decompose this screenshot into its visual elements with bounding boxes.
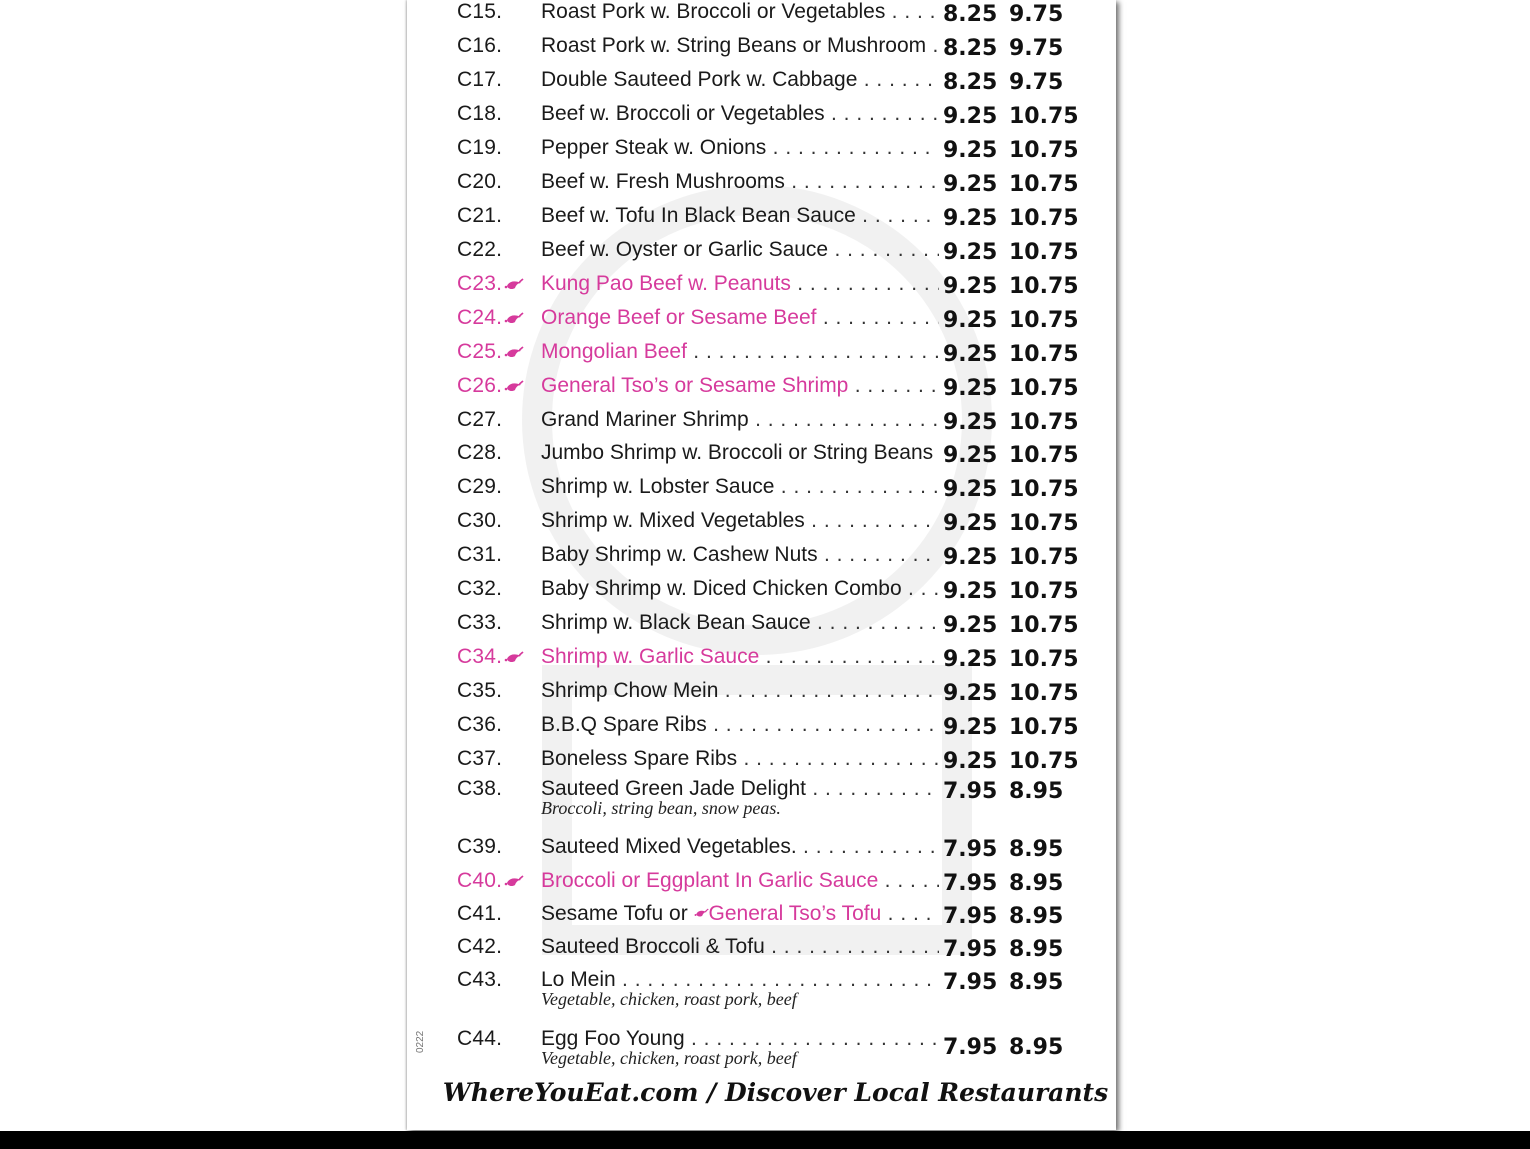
- price-small: 9.25: [943, 308, 998, 333]
- price-large: 8.95: [1009, 937, 1064, 962]
- chili-pepper-icon: [504, 651, 524, 665]
- price-large: 8.95: [1009, 871, 1064, 896]
- price-small: 9.25: [943, 511, 998, 536]
- menu-item: [407, 0, 1116, 34]
- item-code: C44.: [457, 1027, 503, 1050]
- item-code: C16.: [457, 34, 503, 57]
- item-name-text: Beef w. Tofu In Black Bean Sauce: [541, 204, 856, 227]
- item-name-text: Baby Shrimp w. Diced Chicken Combo: [541, 577, 902, 600]
- item-name: [541, 577, 939, 603]
- price-large: 10.75: [1009, 443, 1079, 468]
- item-name: [541, 34, 939, 60]
- chili-pepper-icon: [504, 346, 524, 360]
- item-name: [541, 408, 939, 434]
- item-name-text: Sauteed Mixed Vegetables.: [541, 835, 797, 858]
- price-small: 9.25: [943, 443, 998, 468]
- item-name-text: Egg Foo Young: [541, 1027, 685, 1050]
- menu-item: [407, 102, 1116, 136]
- price-large: 10.75: [1009, 240, 1079, 265]
- price-large: 10.75: [1009, 647, 1079, 672]
- item-name-text: Lo Mein: [541, 968, 616, 991]
- item-name-text: Sesame Tofu or: [541, 902, 688, 925]
- menu-item: [407, 408, 1116, 442]
- item-code: C23.: [457, 272, 503, 295]
- item-description: Broccoli, string bean, snow peas.: [541, 798, 781, 818]
- item-name-text: Sauteed Broccoli & Tofu: [541, 935, 765, 958]
- item-name-spicy-option: General Tso’s Tofu: [708, 902, 882, 925]
- price-large: 8.95: [1009, 837, 1064, 862]
- price-large: 9.75: [1009, 70, 1064, 95]
- price-small: 9.25: [943, 613, 998, 638]
- price-small: 8.25: [943, 36, 998, 61]
- chili-pepper-icon: [504, 380, 524, 394]
- item-code: C39.: [457, 835, 503, 858]
- item-name: [541, 935, 939, 961]
- price-large: 8.95: [1009, 779, 1064, 804]
- item-name: [541, 340, 939, 366]
- price-large: 8.95: [1009, 970, 1064, 995]
- price-large: 10.75: [1009, 308, 1079, 333]
- menu-item: [407, 935, 1116, 969]
- item-name: [541, 68, 939, 94]
- item-name-text: Boneless Spare Ribs: [541, 747, 738, 770]
- item-name: [541, 441, 939, 467]
- price-small: 9.25: [943, 579, 998, 604]
- footer-tagline: WhereYouEat.com / Discover Local Restaurants: [442, 1078, 1109, 1107]
- item-name-text: General Tso’s or Sesame Shrimp: [541, 374, 849, 397]
- item-name-text: Broccoli or Eggplant In Garlic Sauce: [541, 869, 879, 892]
- menu-page: [407, 0, 1116, 1130]
- menu-item: [407, 441, 1116, 475]
- item-code: C29.: [457, 475, 503, 498]
- menu-item: [407, 170, 1116, 204]
- menu-item: [407, 713, 1116, 747]
- price-large: 10.75: [1009, 104, 1079, 129]
- page-code: 0222: [415, 1030, 426, 1053]
- menu-item: [407, 238, 1116, 272]
- price-small: 7.95: [943, 937, 998, 962]
- item-code: C37.: [457, 747, 503, 770]
- item-code: C41.: [457, 902, 503, 925]
- menu-item: [407, 968, 1116, 1009]
- item-name-text: Mongolian Beef: [541, 340, 687, 363]
- menu-item: [407, 475, 1116, 509]
- price-small: 8.25: [943, 2, 998, 27]
- item-code: C18.: [457, 102, 503, 125]
- menu-item: [407, 543, 1116, 577]
- item-name-text: Grand Mariner Shrimp: [541, 408, 749, 431]
- price-small: 7.95: [943, 779, 998, 804]
- item-name: [541, 272, 939, 298]
- item-name-text: Kung Pao Beef w. Peanuts: [541, 272, 791, 295]
- item-name: [541, 170, 939, 196]
- menu-item: [407, 340, 1116, 374]
- item-name: [541, 374, 939, 400]
- menu-item: [407, 34, 1116, 68]
- price-large: 10.75: [1009, 681, 1079, 706]
- item-name-text: Baby Shrimp w. Cashew Nuts: [541, 543, 818, 566]
- item-name: [541, 0, 939, 26]
- item-name-text: Beef w. Fresh Mushrooms: [541, 170, 785, 193]
- item-code: C43.: [457, 968, 503, 991]
- menu-item: [407, 902, 1116, 936]
- price-small: 9.25: [943, 749, 998, 774]
- menu-item: [407, 68, 1116, 102]
- menu-item: [407, 777, 1116, 818]
- price-small: 9.25: [943, 410, 998, 435]
- price-small: 9.25: [943, 477, 998, 502]
- item-name: [541, 679, 939, 705]
- item-name-text: Orange Beef or Sesame Beef: [541, 306, 817, 329]
- item-name: [541, 869, 939, 895]
- menu-item: [407, 679, 1116, 713]
- item-code: C20.: [457, 170, 503, 193]
- item-name-text: Beef w. Broccoli or Vegetables: [541, 102, 825, 125]
- item-name-text: Sauteed Green Jade Delight: [541, 777, 807, 800]
- price-large: 10.75: [1009, 613, 1079, 638]
- menu-item: [407, 1027, 1116, 1068]
- item-name-text: Shrimp w. Mixed Vegetables: [541, 509, 805, 532]
- price-small: 9.25: [943, 240, 998, 265]
- item-name: [541, 543, 939, 569]
- item-name-text: Pepper Steak w. Onions: [541, 136, 767, 159]
- price-large: 10.75: [1009, 579, 1079, 604]
- price-small: 9.25: [943, 715, 998, 740]
- chili-pepper-icon: [504, 312, 524, 326]
- menu-item: [407, 869, 1116, 903]
- item-code: C40.: [457, 869, 503, 892]
- price-small: 9.25: [943, 172, 998, 197]
- item-code: C26.: [457, 374, 503, 397]
- price-small: 7.95: [943, 970, 998, 995]
- menu-item: [407, 835, 1116, 869]
- menu-item: [407, 645, 1116, 679]
- menu-item: [407, 204, 1116, 238]
- menu-item: [407, 577, 1116, 611]
- price-large: 10.75: [1009, 206, 1079, 231]
- chili-pepper-icon: [694, 908, 709, 919]
- price-large: 10.75: [1009, 172, 1079, 197]
- price-large: 9.75: [1009, 36, 1064, 61]
- item-code: C33.: [457, 611, 503, 634]
- item-code: C27.: [457, 408, 503, 431]
- item-name-text: Shrimp w. Garlic Sauce: [541, 645, 760, 668]
- price-small: 9.25: [943, 138, 998, 163]
- price-small: 9.25: [943, 545, 998, 570]
- price-large: 8.95: [1009, 1035, 1064, 1060]
- item-description: Vegetable, chicken, roast pork, beef: [541, 1048, 797, 1068]
- item-name-text: Roast Pork w. String Beans or Mushroom: [541, 34, 927, 57]
- item-name: [541, 306, 939, 332]
- item-name: [541, 102, 939, 128]
- item-name-text: Jumbo Shrimp w. Broccoli or String Beans: [541, 441, 934, 464]
- item-code: C17.: [457, 68, 503, 91]
- price-small: 9.25: [943, 342, 998, 367]
- item-code: C32.: [457, 577, 503, 600]
- item-code: C21.: [457, 204, 503, 227]
- price-large: 10.75: [1009, 410, 1079, 435]
- item-code: C30.: [457, 509, 503, 532]
- item-code: C19.: [457, 136, 503, 159]
- item-name-text: B.B.Q Spare Ribs: [541, 713, 707, 736]
- item-name: [541, 645, 939, 671]
- price-small: 9.25: [943, 104, 998, 129]
- price-small: 9.25: [943, 681, 998, 706]
- item-code: C38.: [457, 777, 503, 800]
- price-small: 7.95: [943, 1035, 998, 1060]
- item-code: C24.: [457, 306, 503, 329]
- price-large: 10.75: [1009, 342, 1079, 367]
- bottom-bar: [0, 1131, 1530, 1149]
- item-code: C34.: [457, 645, 503, 668]
- item-code: C28.: [457, 441, 503, 464]
- item-name-text: Shrimp Chow Mein: [541, 679, 719, 702]
- item-name: [541, 238, 939, 264]
- price-large: 10.75: [1009, 511, 1079, 536]
- item-code: C22.: [457, 238, 503, 261]
- item-name: [541, 475, 939, 501]
- price-large: 10.75: [1009, 274, 1079, 299]
- price-large: 10.75: [1009, 477, 1079, 502]
- price-small: 7.95: [943, 871, 998, 896]
- chili-pepper-icon: [504, 278, 524, 292]
- price-large: 8.95: [1009, 904, 1064, 929]
- item-name-text: Double Sauteed Pork w. Cabbage: [541, 68, 858, 91]
- menu-item: [407, 611, 1116, 645]
- item-name: [541, 747, 939, 773]
- item-code: C35.: [457, 679, 503, 702]
- item-name: [541, 611, 939, 637]
- item-code: C15.: [457, 0, 503, 23]
- price-large: 10.75: [1009, 545, 1079, 570]
- item-name-text: Shrimp w. Black Bean Sauce: [541, 611, 811, 634]
- price-small: 9.25: [943, 376, 998, 401]
- price-large: 10.75: [1009, 749, 1079, 774]
- item-code: C36.: [457, 713, 503, 736]
- item-name: [541, 509, 939, 535]
- item-name-text: Beef w. Oyster or Garlic Sauce: [541, 238, 829, 261]
- price-large: 10.75: [1009, 138, 1079, 163]
- chili-pepper-icon: [504, 875, 524, 889]
- item-name: [541, 835, 939, 861]
- price-small: 8.25: [943, 70, 998, 95]
- menu-item: [407, 272, 1116, 306]
- item-name-text: Roast Pork w. Broccoli or Vegetables: [541, 0, 886, 23]
- price-small: 9.25: [943, 206, 998, 231]
- item-code: C31.: [457, 543, 503, 566]
- item-name-text: Shrimp w. Lobster Sauce: [541, 475, 775, 498]
- price-small: 7.95: [943, 837, 998, 862]
- price-large: 9.75: [1009, 2, 1064, 27]
- price-small: 9.25: [943, 274, 998, 299]
- item-name: [541, 204, 939, 230]
- item-name: [541, 713, 939, 739]
- item-code: C25.: [457, 340, 503, 363]
- item-code: C42.: [457, 935, 503, 958]
- price-small: 9.25: [943, 647, 998, 672]
- menu-item: [407, 509, 1116, 543]
- price-small: 7.95: [943, 904, 998, 929]
- item-name: [541, 136, 939, 162]
- price-large: 10.75: [1009, 715, 1079, 740]
- item-description: Vegetable, chicken, roast pork, beef: [541, 989, 797, 1009]
- menu-item: [407, 136, 1116, 170]
- item-name: [541, 902, 939, 928]
- menu-item: [407, 306, 1116, 340]
- price-large: 10.75: [1009, 376, 1079, 401]
- menu-item: [407, 747, 1116, 781]
- menu-item: [407, 374, 1116, 408]
